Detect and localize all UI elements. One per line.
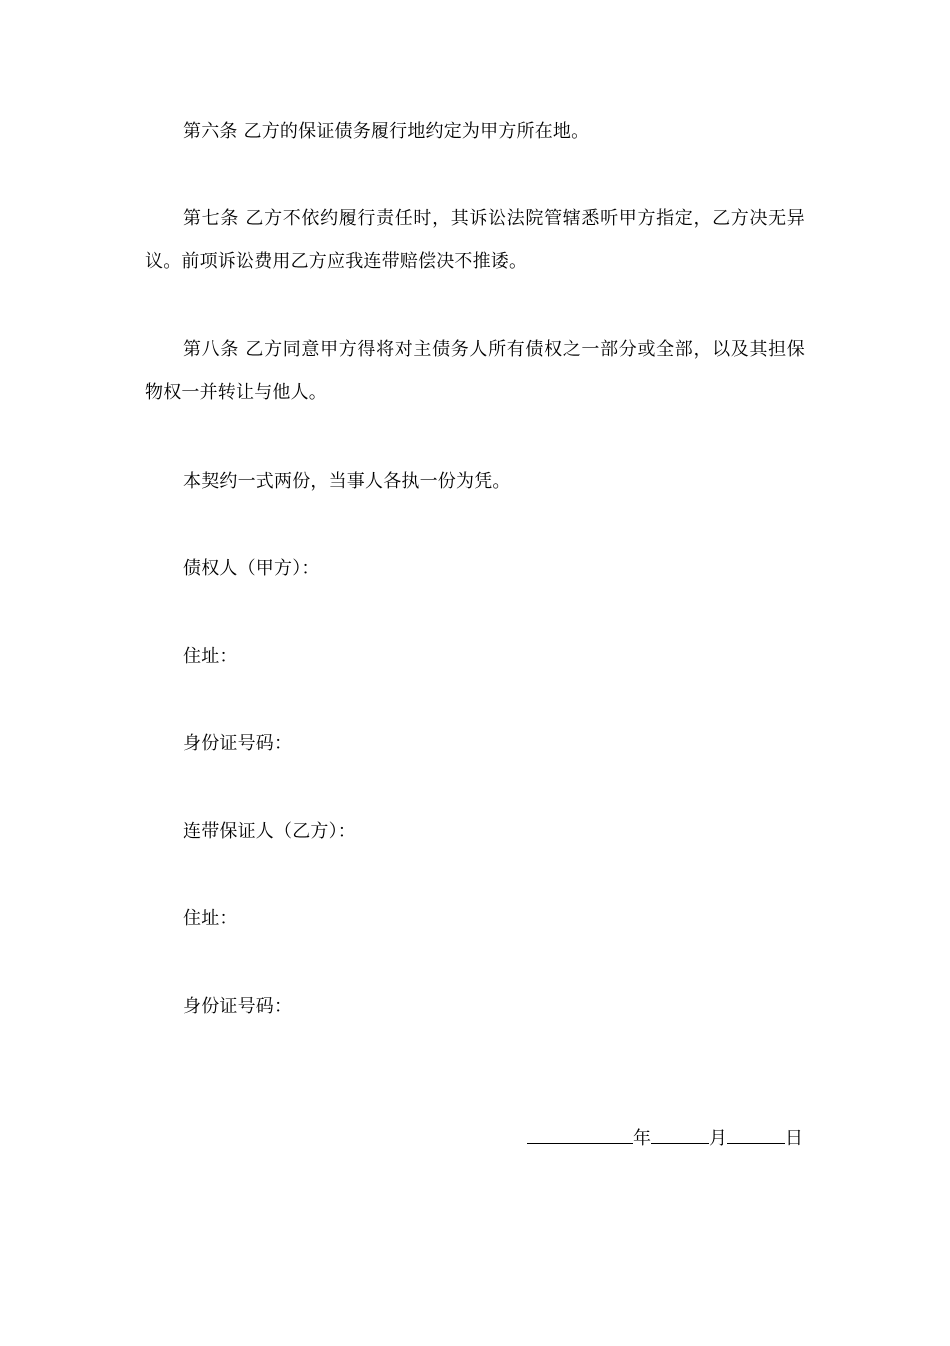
copies-clause: 本契约一式两份，当事人各执一份为凭。: [183, 471, 511, 492]
creditor-address-label: 住址：: [183, 646, 238, 667]
creditor-label: 债权人（甲方）：: [183, 558, 320, 579]
guarantor-address-label: 住址：: [183, 908, 238, 929]
article-7: 第七条 乙方不依约履行责任时，其诉讼法院管辖悉听甲方指定，乙方决无异议。前项诉讼费用乙方应我连带赔偿决不推诿。: [145, 208, 805, 272]
month-blank: [651, 1117, 709, 1144]
year-label: 年: [633, 1128, 651, 1149]
day-blank: [727, 1117, 785, 1144]
creditor-id-label: 身份证号码：: [183, 733, 293, 754]
signing-date: [527, 1117, 807, 1160]
article-6: 第六条 乙方的保证债务履行地约定为甲方所在地。: [183, 121, 590, 142]
guarantor-label: 连带保证人（乙方）：: [183, 821, 356, 842]
guarantor-id-label: 身份证号码：: [183, 996, 293, 1017]
month-label: 月: [709, 1128, 727, 1149]
year-blank: [527, 1117, 633, 1144]
day-label: 日: [785, 1128, 803, 1149]
article-8: 第八条 乙方同意甲方得将对主债务人所有债权之一部分或全部，以及其担保物权一并转让与他人。: [145, 339, 805, 403]
